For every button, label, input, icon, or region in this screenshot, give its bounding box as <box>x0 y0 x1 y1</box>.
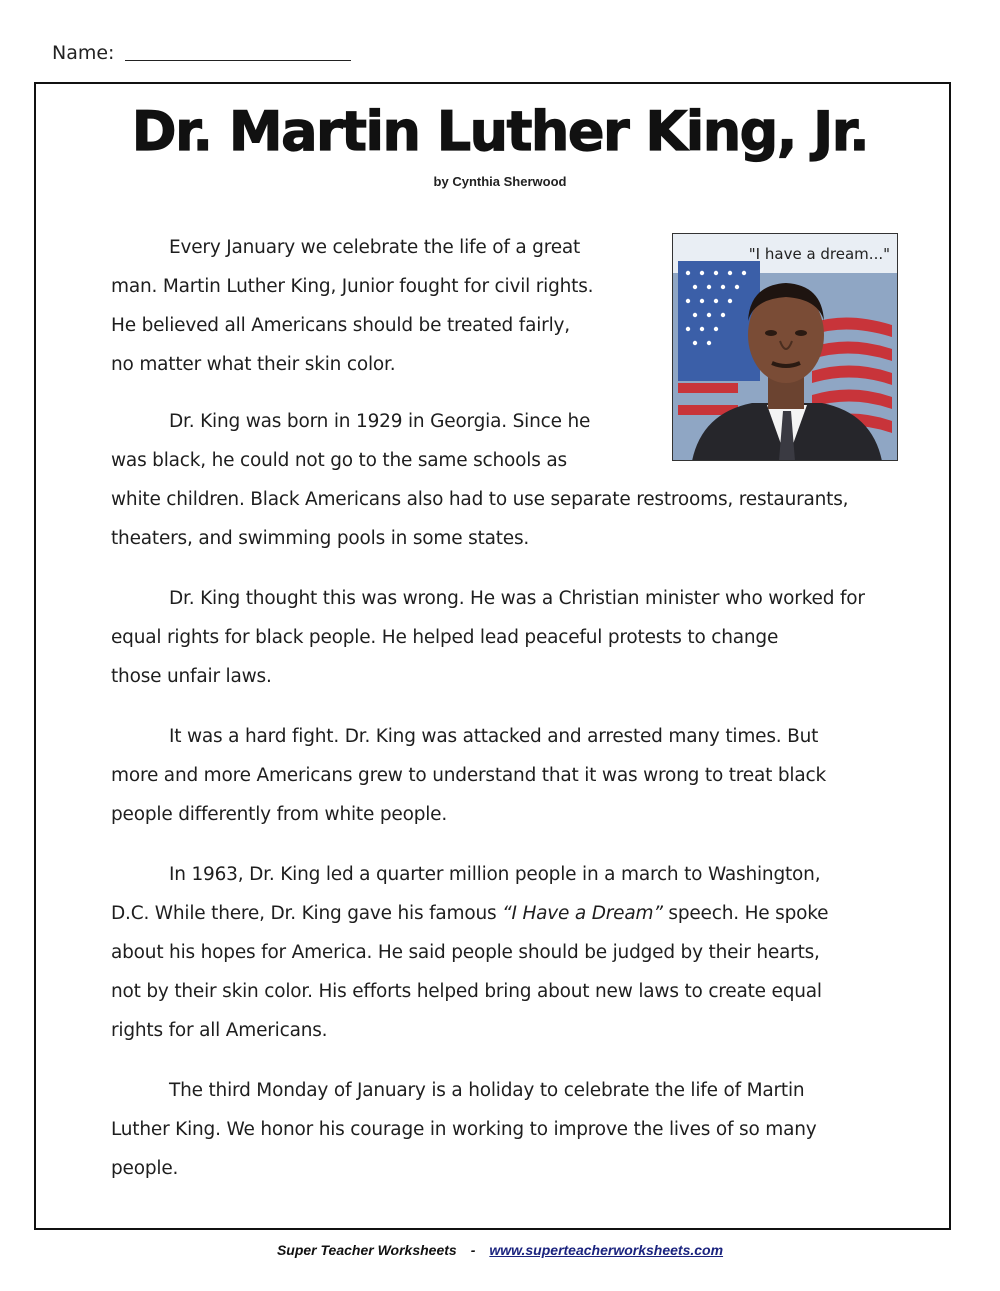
name-blank-line[interactable] <box>125 42 351 61</box>
paragraph-line: about his hopes for America. He said people should be judged by their hearts, <box>111 942 820 963</box>
paragraph-line: In 1963, Dr. King led a quarter million people in a march to Washington, <box>169 864 821 885</box>
paragraph-line: not by their skin color. His efforts helped bring about new laws to create equal <box>111 981 822 1002</box>
footer-separator: - <box>470 1242 476 1258</box>
paragraph-line: people differently from white people. <box>111 804 448 825</box>
paragraph-line: more and more Americans grew to understand that it was wrong to treat black <box>111 765 826 786</box>
paragraph-line: Dr. King was born in 1929 in Georgia. Since he <box>169 411 591 432</box>
speech-title: “I Have a Dream” <box>502 903 663 924</box>
footer-site-name: Super Teacher Worksheets <box>276 1242 457 1258</box>
image-caption: "I have a dream..." <box>748 245 890 263</box>
paragraph-line: Luther King. We honor his courage in working to improve the lives of so many <box>111 1119 817 1140</box>
name-field[interactable] <box>52 42 351 64</box>
paragraph-line: theaters, and swimming pools in some states. <box>111 528 530 549</box>
paragraph-line: equal rights for black people. He helped lead peaceful protests to change <box>111 627 779 648</box>
paragraph-6 <box>111 1071 817 1188</box>
paragraph-line: rights for all Americans. <box>111 1020 328 1041</box>
paragraph-line: Dr. King thought this was wrong. He was a Christian minister who worked for <box>169 588 865 609</box>
paragraph-line: D.C. While there, Dr. King gave his famous “I Have a Dream” speech. He spoke <box>111 903 829 924</box>
paragraph-line: white children. Black Americans also had to use separate restrooms, restaurants, <box>111 489 849 510</box>
paragraph-5 <box>111 855 828 1050</box>
page-title: Dr. Martin Luther King, Jr. <box>131 100 869 163</box>
name-label: Name: <box>52 42 121 64</box>
paragraph-line: man. Martin Luther King, Junior fought for civil rights. <box>111 276 594 297</box>
paragraph-line: no matter what their skin color. <box>111 354 396 375</box>
paragraph-4 <box>111 717 826 834</box>
footer <box>0 1242 1000 1258</box>
paragraph-line: people. <box>111 1158 179 1179</box>
footer-link[interactable]: www.superteacherworksheets.com <box>489 1242 724 1258</box>
paragraph-line: Every January we celebrate the life of a great <box>169 237 581 258</box>
paragraph-line: It was a hard fight. Dr. King was attacked and arrested many times. But <box>169 726 819 747</box>
paragraph-2 <box>111 402 848 558</box>
paragraph-1 <box>111 228 593 384</box>
paragraph-line: The third Monday of January is a holiday to celebrate the life of Martin <box>169 1080 805 1101</box>
paragraph-line: those unfair laws. <box>111 666 272 687</box>
paragraph-line: was black, he could not go to the same schools as <box>111 450 567 471</box>
paragraph-3 <box>111 579 865 696</box>
paragraph-line: He believed all Americans should be treated fairly, <box>111 315 570 336</box>
author-byline: by Cynthia Sherwood <box>433 174 567 189</box>
